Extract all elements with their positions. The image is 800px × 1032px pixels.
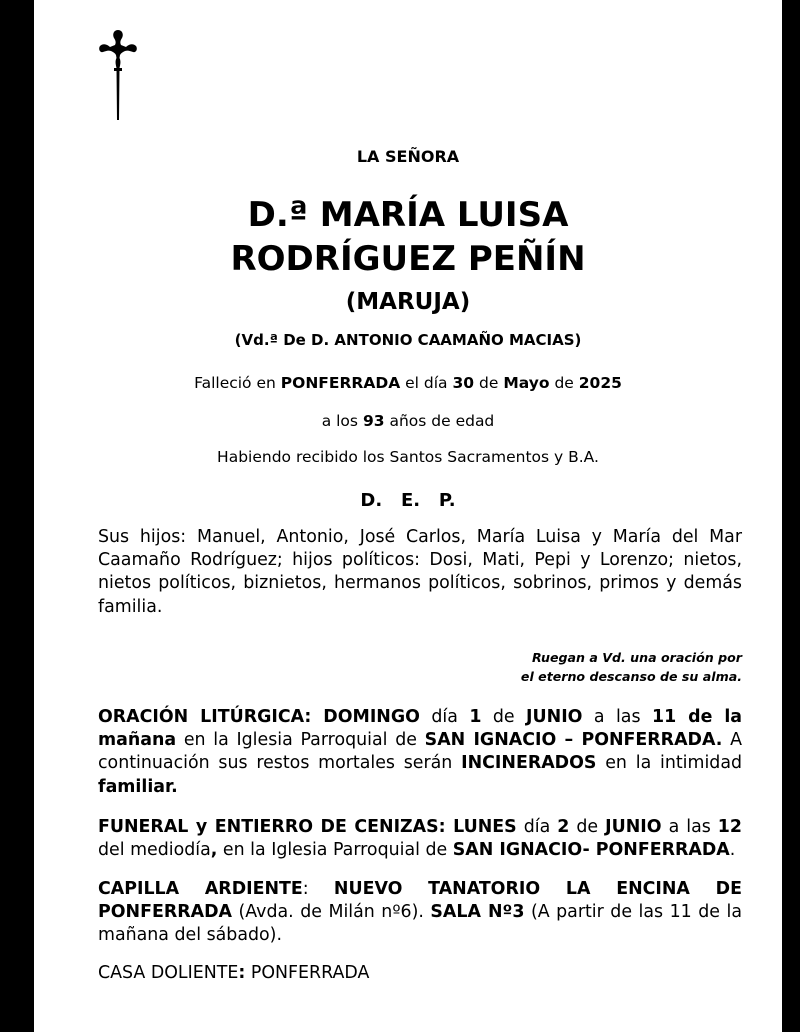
- oracion-church: SAN IGNACIO – PONFERRADA.: [424, 730, 723, 751]
- funeral-hour: 12: [717, 817, 742, 837]
- obituary-card: [34, 0, 782, 1032]
- oracion-text: día: [431, 707, 458, 727]
- funeral-text: de: [576, 817, 599, 837]
- capilla-address: (Avda. de Milán nº6).: [238, 902, 424, 923]
- funeral-paragraph: [98, 816, 742, 862]
- death-de1: de: [479, 374, 499, 392]
- oracion-month: JUNIO: [526, 707, 583, 727]
- oracion-incinerados: INCINERADOS: [461, 753, 597, 774]
- funeral-day: 2: [557, 817, 570, 837]
- oracion-text: a las: [593, 707, 641, 727]
- casa-place: PONFERRADA: [250, 963, 370, 983]
- family-paragraph: Sus hijos: Manuel, Antonio, José Carlos, María Luisa y María del Mar Caamaño Rodríguez; hijos políticos: Dosi, Mati, Pepi y Lorenzo; nietos, nietos políticos, biznietos, hermanos políticos, sobrinos, primos y demás familia.: [98, 527, 742, 617]
- oracion-text: en la intimidad: [605, 753, 743, 774]
- casa-colon: :: [238, 963, 246, 983]
- capilla-venue: NUEVO TANATORIO LA ENCINA DE PONFERRADA: [98, 879, 742, 923]
- funeral-comma: ,: [210, 840, 218, 861]
- capilla-room: SALA Nº3: [430, 902, 525, 923]
- death-month: Mayo: [503, 374, 550, 392]
- oracion-day: 1: [469, 707, 482, 727]
- funeral-text: día: [523, 817, 551, 837]
- funeral-text: del mediodía: [98, 840, 211, 861]
- death-prefix: Falleció en: [194, 374, 276, 392]
- cross-flory-icon: [98, 28, 138, 122]
- deceased-name-line2: RODRÍGUEZ PEÑÍN: [230, 239, 586, 279]
- casa-label: CASA DOLIENTE: [98, 963, 239, 983]
- funeral-text: en la Iglesia Parroquial de: [222, 840, 448, 861]
- deceased-nickname: (MARUJA): [345, 289, 471, 315]
- oracion-text: en la Iglesia Parroquial de: [183, 730, 417, 751]
- funeral-text: .: [729, 840, 736, 861]
- prayer-line1: Ruegan a Vd. una oración por: [531, 650, 742, 665]
- death-place: PONFERRADA: [280, 374, 401, 392]
- casa-doliente-line: [98, 962, 742, 985]
- funeral-month: JUNIO: [605, 817, 662, 837]
- capilla-label: CAPILLA ARDIENTE: [98, 879, 303, 899]
- deceased-name-line1: D.ª MARÍA LUISA: [247, 195, 569, 235]
- oracion-text: A continuación sus restos mortales serán: [98, 730, 742, 774]
- death-line: [34, 372, 782, 394]
- capilla-colon: :: [302, 879, 309, 899]
- sacraments-line: Habiendo recibido los Santos Sacramentos y B.A.: [217, 448, 599, 466]
- intro-label: LA SEÑORA: [356, 147, 460, 166]
- oracion-paragraph: [98, 706, 742, 799]
- oracion-familiar: familiar.: [98, 776, 178, 797]
- widow-of: (Vd.ª De D. ANTONIO CAAMAÑO MACIAS): [234, 331, 582, 349]
- oracion-time: 11 de la mañana: [98, 707, 743, 751]
- oracion-label: ORACIÓN LITÚRGICA: DOMINGO: [98, 707, 420, 727]
- age-value: 93: [362, 412, 385, 430]
- death-day: 30: [452, 374, 475, 392]
- death-de2: de: [554, 374, 574, 392]
- age-suffix: años de edad: [389, 412, 495, 430]
- funeral-label: FUNERAL y ENTIERRO DE CENIZAS: LUNES: [98, 817, 517, 837]
- funeral-text: a las: [668, 817, 711, 837]
- death-year: 2025: [578, 374, 622, 392]
- oracion-text: de: [492, 707, 515, 727]
- prayer-line2: el eterno descanso de su alma.: [520, 669, 742, 684]
- prayer-request: [521, 648, 742, 686]
- dep-line: D. E. P.: [360, 490, 456, 511]
- funeral-church: SAN IGNACIO- PONFERRADA: [452, 840, 730, 861]
- death-day-text: el día: [405, 374, 448, 392]
- capilla-schedule: (A partir de las 11 de la mañana del sábado).: [98, 902, 742, 946]
- capilla-paragraph: [98, 878, 742, 948]
- age-line: [34, 410, 782, 432]
- age-prefix: a los: [321, 412, 358, 430]
